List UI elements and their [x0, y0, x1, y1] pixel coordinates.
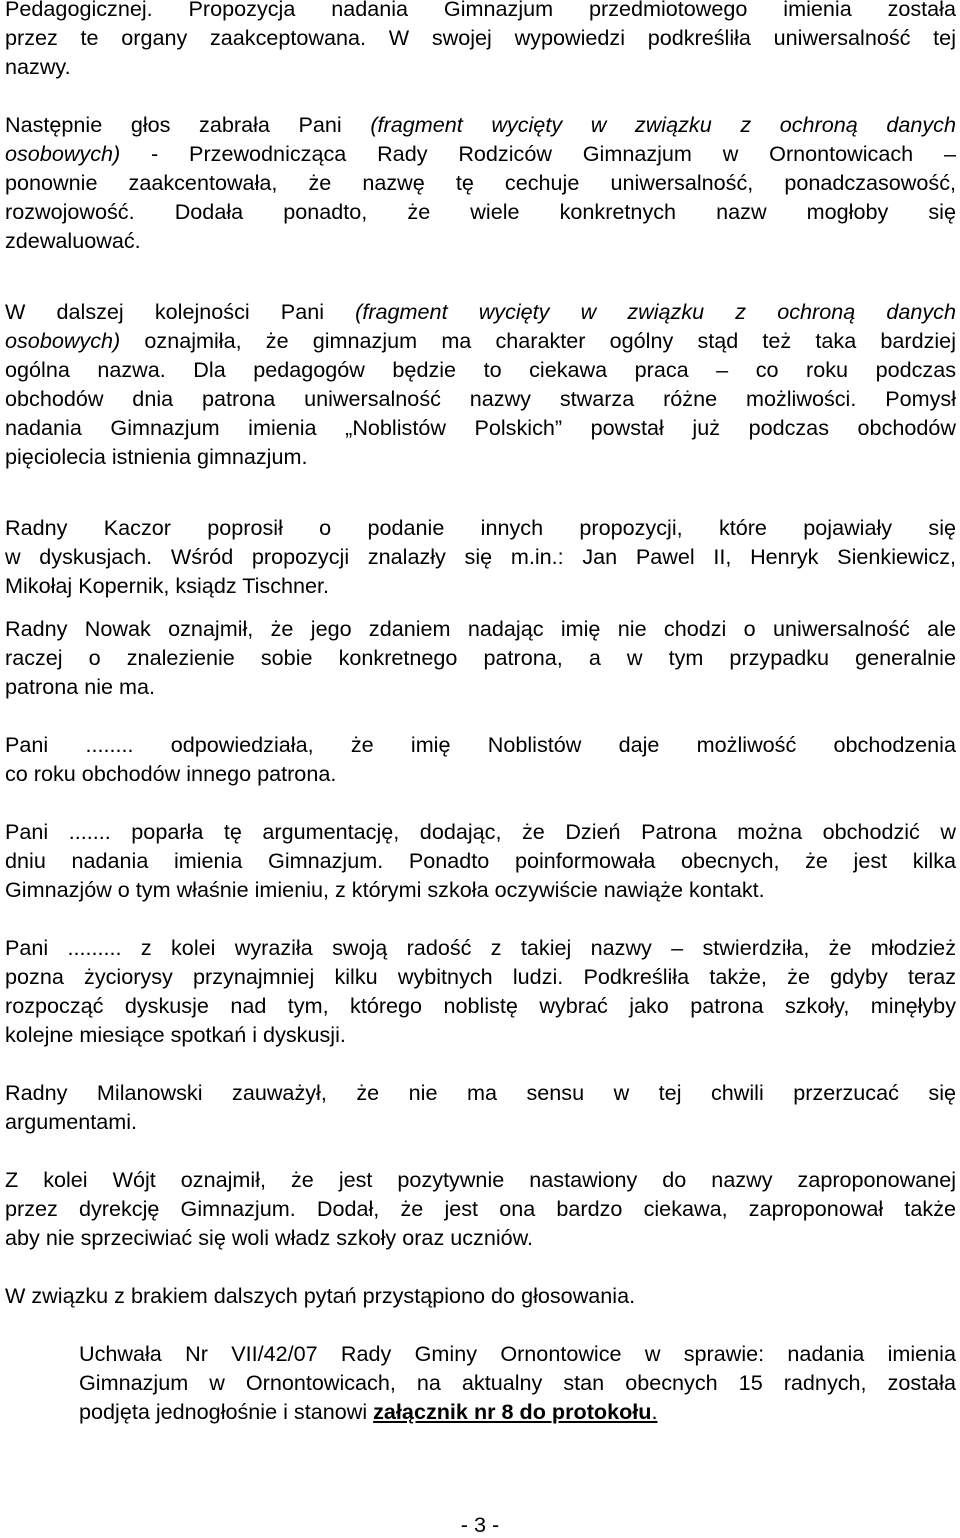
redaction-note: osobowych): [5, 141, 121, 166]
text-run: W dalszej kolejności Pani: [5, 299, 356, 324]
paragraph-5: [5, 614, 956, 701]
text-run: podjęta jednogłośnie i stanowi: [79, 1399, 374, 1424]
text-line: [5, 297, 956, 326]
text-line: Z kolei Wójt oznajmił, że jest pozytywnie nastawiony do nazwy zaproponowanej: [5, 1167, 956, 1192]
text-line: Pani ........ odpowiedziała, że imię Noblistów daje możliwość obchodzenia: [5, 732, 956, 757]
attachment-reference: załącznik nr 8 do protokołu: [373, 1399, 652, 1424]
text-line: Uchwała Nr VII/42/07 Rady Gminy Ornontowice w sprawie: nadania imienia: [79, 1341, 956, 1366]
text-line: Pani ....... poparła tę argumentację, dodając, że Dzień Patrona można obchodzić w: [5, 819, 956, 844]
text-line: zdewaluować.: [5, 228, 141, 253]
redaction-note: osobowych): [5, 328, 121, 353]
text-line: pozna życiorysy przynajmniej kilku wybitnych ludzi. Podkreśliła także, że gdyby teraz: [5, 964, 956, 989]
text-line: ponownie zaakcentowała, że nazwę tę cechuje uniwersalność, ponadczasowość,: [5, 170, 956, 195]
text-line: nadania Gimnazjum imienia „Noblistów Polskich” powstał już podczas obchodów: [5, 415, 956, 440]
text-line: kolejne miesiące spotkań i dyskusji.: [5, 1022, 346, 1047]
text-line: przez te organy zaakceptowana. W swojej wypowiedzi podkreśliła uniwersalność tej: [5, 25, 956, 50]
text-line: nazwy.: [5, 54, 71, 79]
paragraph-10: [5, 1165, 956, 1252]
text-run: Następnie głos zabrała Pani: [5, 112, 371, 137]
redaction-note: (fragment wycięty w związku z ochroną danych: [355, 299, 956, 324]
text-line: w dyskusjach. Wśród propozycji znalazły się m.in.: Jan Pawel II, Henryk Sienkiewicz,: [5, 544, 956, 569]
text-line: Radny Kaczor poprosił o podanie innych propozycji, które pojawiały się: [5, 515, 956, 540]
paragraph-11: [5, 1281, 956, 1310]
text-line: pięciolecia istnienia gimnazjum.: [5, 444, 308, 469]
paragraph-8: [5, 933, 956, 1049]
text-line: obchodów dnia patrona uniwersalność nazwy stwarza różne możliwości. Pomysł: [5, 386, 956, 411]
text-line: Radny Nowak oznajmił, że jego zdaniem nadając imię nie chodzi o uniwersalność ale: [5, 616, 956, 641]
text-line: Mikołaj Kopernik, ksiądz Tischner.: [5, 573, 330, 598]
text-line: W związku z brakiem dalszych pytań przystąpiono do głosowania.: [5, 1283, 636, 1308]
text-line: rozwojowość. Dodała ponadto, że wiele konkretnych nazw mogłoby się: [5, 199, 956, 224]
text-line: argumentami.: [5, 1109, 138, 1134]
text-line: dniu nadania imienia Gimnazjum. Ponadto poinformowała obecnych, że jest kilka: [5, 848, 956, 873]
text-line: Gimnazjum w Ornontowicach, na aktualny stan obecnych 15 radnych, została: [79, 1370, 956, 1395]
text-line: aby nie sprzeciwiać się woli władz szkoły oraz uczniów.: [5, 1225, 534, 1250]
text-run: .: [651, 1399, 658, 1424]
text-line: rozpocząć dyskusje nad tym, którego noblistę wybrać jako patrona szkoły, minęłyby: [5, 993, 956, 1018]
paragraph-9: [5, 1078, 956, 1136]
text-line: patrona nie ma.: [5, 674, 156, 699]
text-line: [5, 110, 956, 139]
paragraph-1: [5, 0, 956, 81]
text-line: Gimnazjów o tym właśnie imieniu, z którymi szkoła oczywiście nawiąże kontakt.: [5, 877, 765, 902]
text-run: oznajmiła, że gimnazjum ma charakter ogólny stąd też taka bardziej: [120, 328, 956, 353]
text-line: Pedagogicznej. Propozycja nadania Gimnazjum przedmiotowego imienia została: [5, 0, 956, 21]
text-line: [5, 326, 956, 355]
redaction-note: (fragment wycięty w związku z ochroną danych: [370, 112, 956, 137]
resolution-paragraph: [79, 1339, 956, 1426]
text-line: Pani ......... z kolei wyraziła swoją radość z takiej nazwy – stwierdziła, że młodzież: [5, 935, 956, 960]
text-line: [79, 1397, 956, 1426]
page-number: - 3 -: [460, 1512, 500, 1537]
paragraph-6: [5, 730, 956, 788]
text-line: Radny Milanowski zauważył, że nie ma sensu w tej chwili przerzucać się: [5, 1080, 956, 1105]
text-line: [5, 139, 956, 168]
text-line: przez dyrekcję Gimnazjum. Dodał, że jest ona bardzo ciekawa, zaproponował także: [5, 1196, 956, 1221]
text-line: co roku obchodów innego patrona.: [5, 761, 337, 786]
paragraph-7: [5, 817, 956, 904]
text-run: - Przewodnicząca Rady Rodziców Gimnazjum w Ornontowicach –: [120, 141, 956, 166]
text-line: raczej o znalezienie sobie konkretnego patrona, a w tym przypadku generalnie: [5, 645, 956, 670]
text-line: ogólna nazwa. Dla pedagogów będzie to ciekawa praca – co roku podczas: [5, 357, 956, 382]
paragraph-4: [5, 513, 956, 600]
paragraph-2: [5, 110, 956, 255]
paragraph-3: [5, 297, 956, 471]
